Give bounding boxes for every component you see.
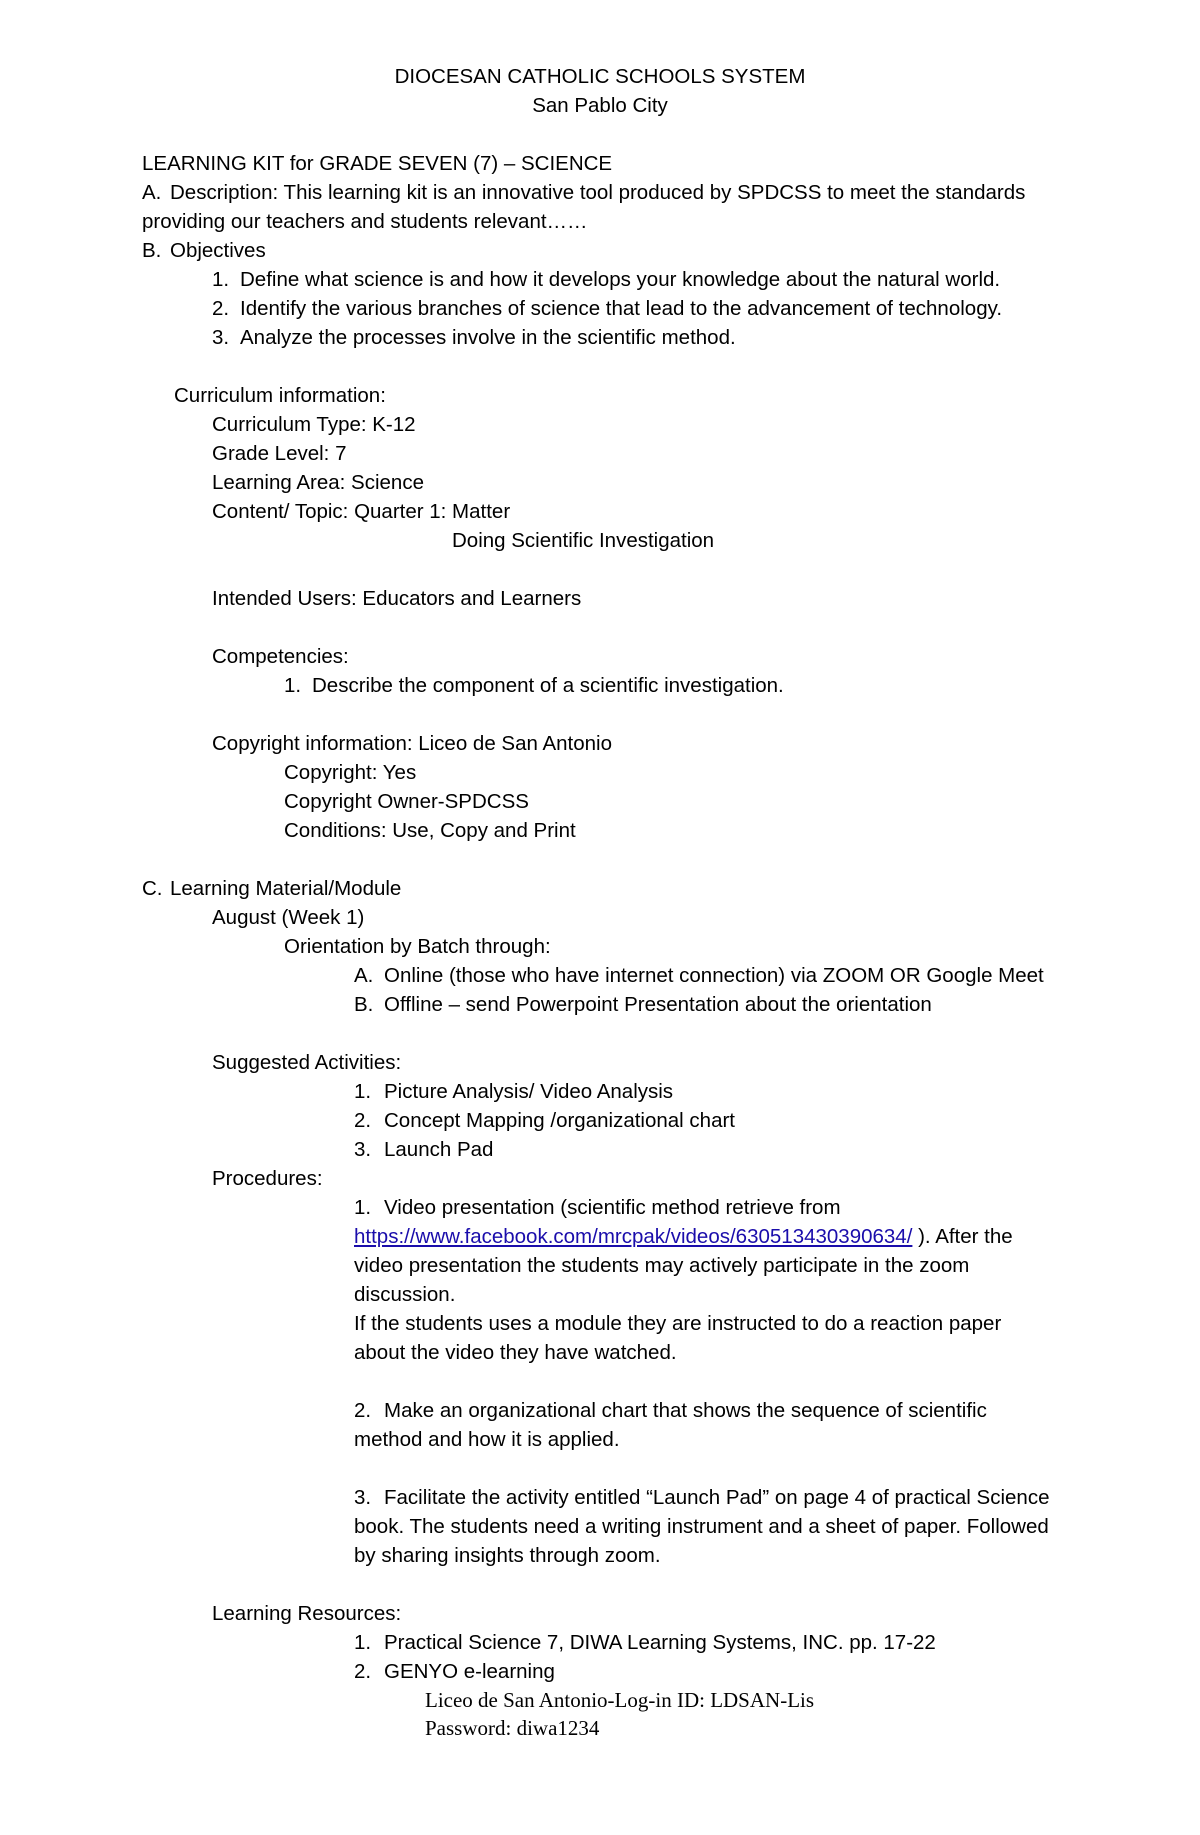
- procedure-number: 3.: [354, 1486, 372, 1509]
- procedures-heading: Procedures:: [212, 1167, 323, 1190]
- objective-text: Define what science is and how it develops your knowledge about the natural world.: [240, 268, 1001, 291]
- resource-number: 1.: [354, 1631, 372, 1654]
- resource-text: Practical Science 7, DIWA Learning Systems, INC. pp. 17-22: [384, 1631, 936, 1654]
- activities-heading: Suggested Activities:: [212, 1051, 402, 1074]
- description-line-2: providing our teachers and students relevant……: [142, 210, 588, 233]
- curriculum-heading: Curriculum information:: [174, 384, 386, 407]
- activity-text: Launch Pad: [384, 1138, 494, 1161]
- objective-text: Analyze the processes involve in the scientific method.: [240, 326, 736, 349]
- activity-number: 3.: [354, 1138, 372, 1161]
- week-label: August (Week 1): [212, 906, 365, 929]
- activity-number: 1.: [354, 1080, 372, 1103]
- copyright-status: Copyright: Yes: [284, 761, 417, 784]
- competencies-heading: Competencies:: [212, 645, 349, 668]
- objective-number: 1.: [212, 268, 230, 291]
- option-text: Online (those who have internet connection) via ZOOM OR Google Meet: [384, 964, 1044, 987]
- procedure-1-line-4: discussion.: [354, 1283, 456, 1306]
- objective-number: 3.: [212, 326, 230, 349]
- objective-text: Identify the various branches of science that lead to the advancement of technology.: [240, 297, 1003, 320]
- city-name: San Pablo City: [532, 94, 668, 117]
- procedure-1-after-link: ). After the: [912, 1225, 1013, 1248]
- procedure-number: 1.: [354, 1196, 372, 1219]
- description-line-1: Description: This learning kit is an innovative tool produced by SPDCSS to meet the standards: [170, 181, 1026, 204]
- section-c-label: C.: [142, 877, 163, 900]
- procedure-1-line-1: Video presentation (scientific method retrieve from: [384, 1196, 841, 1219]
- resources-heading: Learning Resources:: [212, 1602, 402, 1625]
- orientation-heading: Orientation by Batch through:: [284, 935, 551, 958]
- activity-number: 2.: [354, 1109, 372, 1132]
- content-subtopic: Doing Scientific Investigation: [452, 529, 715, 552]
- grade-level: Grade Level: 7: [212, 442, 347, 465]
- procedure-1-line-5: If the students uses a module they are instructed to do a reaction paper: [354, 1312, 1002, 1335]
- intended-users: Intended Users: Educators and Learners: [212, 587, 582, 610]
- competency-number: 1.: [284, 674, 302, 697]
- procedure-1-line-3: video presentation the students may actively participate in the zoom: [354, 1254, 970, 1277]
- curriculum-type: Curriculum Type: K-12: [212, 413, 416, 436]
- objectives-heading: Objectives: [170, 239, 266, 262]
- login-id: Liceo de San Antonio-Log-in ID: LDSAN-Lis: [425, 1688, 815, 1712]
- procedure-1-link-line: [354, 1223, 1013, 1251]
- competency-text: Describe the component of a scientific investigation.: [312, 674, 784, 697]
- option-label: B.: [354, 993, 374, 1016]
- password: Password: diwa1234: [425, 1716, 600, 1740]
- section-b-label: B.: [142, 239, 162, 262]
- procedure-number: 2.: [354, 1399, 372, 1422]
- content-topic: Content/ Topic: Quarter 1: Matter: [212, 500, 511, 523]
- procedure-2-line-2: method and how it is applied.: [354, 1428, 620, 1451]
- learning-area: Learning Area: Science: [212, 471, 424, 494]
- procedure-2-line-1: Make an organizational chart that shows the sequence of scientific: [384, 1399, 987, 1422]
- option-text: Offline – send Powerpoint Presentation about the orientation: [384, 993, 932, 1016]
- facebook-video-link[interactable]: https://www.facebook.com/mrcpak/videos/630513430390634/: [354, 1225, 913, 1248]
- copyright-information: Copyright information: Liceo de San Antonio: [212, 732, 613, 755]
- usage-conditions: Conditions: Use, Copy and Print: [284, 819, 576, 842]
- option-label: A.: [354, 964, 374, 987]
- procedure-3-line-2: book. The students need a writing instrument and a sheet of paper. Followed: [354, 1515, 1049, 1538]
- procedure-1-line-6: about the video they have watched.: [354, 1341, 677, 1364]
- section-a-label: A.: [142, 181, 162, 204]
- copyright-owner: Copyright Owner-SPDCSS: [284, 790, 529, 813]
- learning-material-heading: Learning Material/Module: [170, 877, 402, 900]
- procedure-3-line-3: by sharing insights through zoom.: [354, 1544, 661, 1567]
- resource-number: 2.: [354, 1660, 372, 1683]
- activity-text: Concept Mapping /organizational chart: [384, 1109, 735, 1132]
- objective-number: 2.: [212, 297, 230, 320]
- kit-title: LEARNING KIT for GRADE SEVEN (7) – SCIENCE: [142, 152, 613, 175]
- org-name: DIOCESAN CATHOLIC SCHOOLS SYSTEM: [394, 65, 806, 88]
- procedure-3-line-1: Facilitate the activity entitled “Launch Pad” on page 4 of practical Science: [384, 1486, 1050, 1509]
- activity-text: Picture Analysis/ Video Analysis: [384, 1080, 674, 1103]
- resource-text: GENYO e-learning: [384, 1660, 555, 1683]
